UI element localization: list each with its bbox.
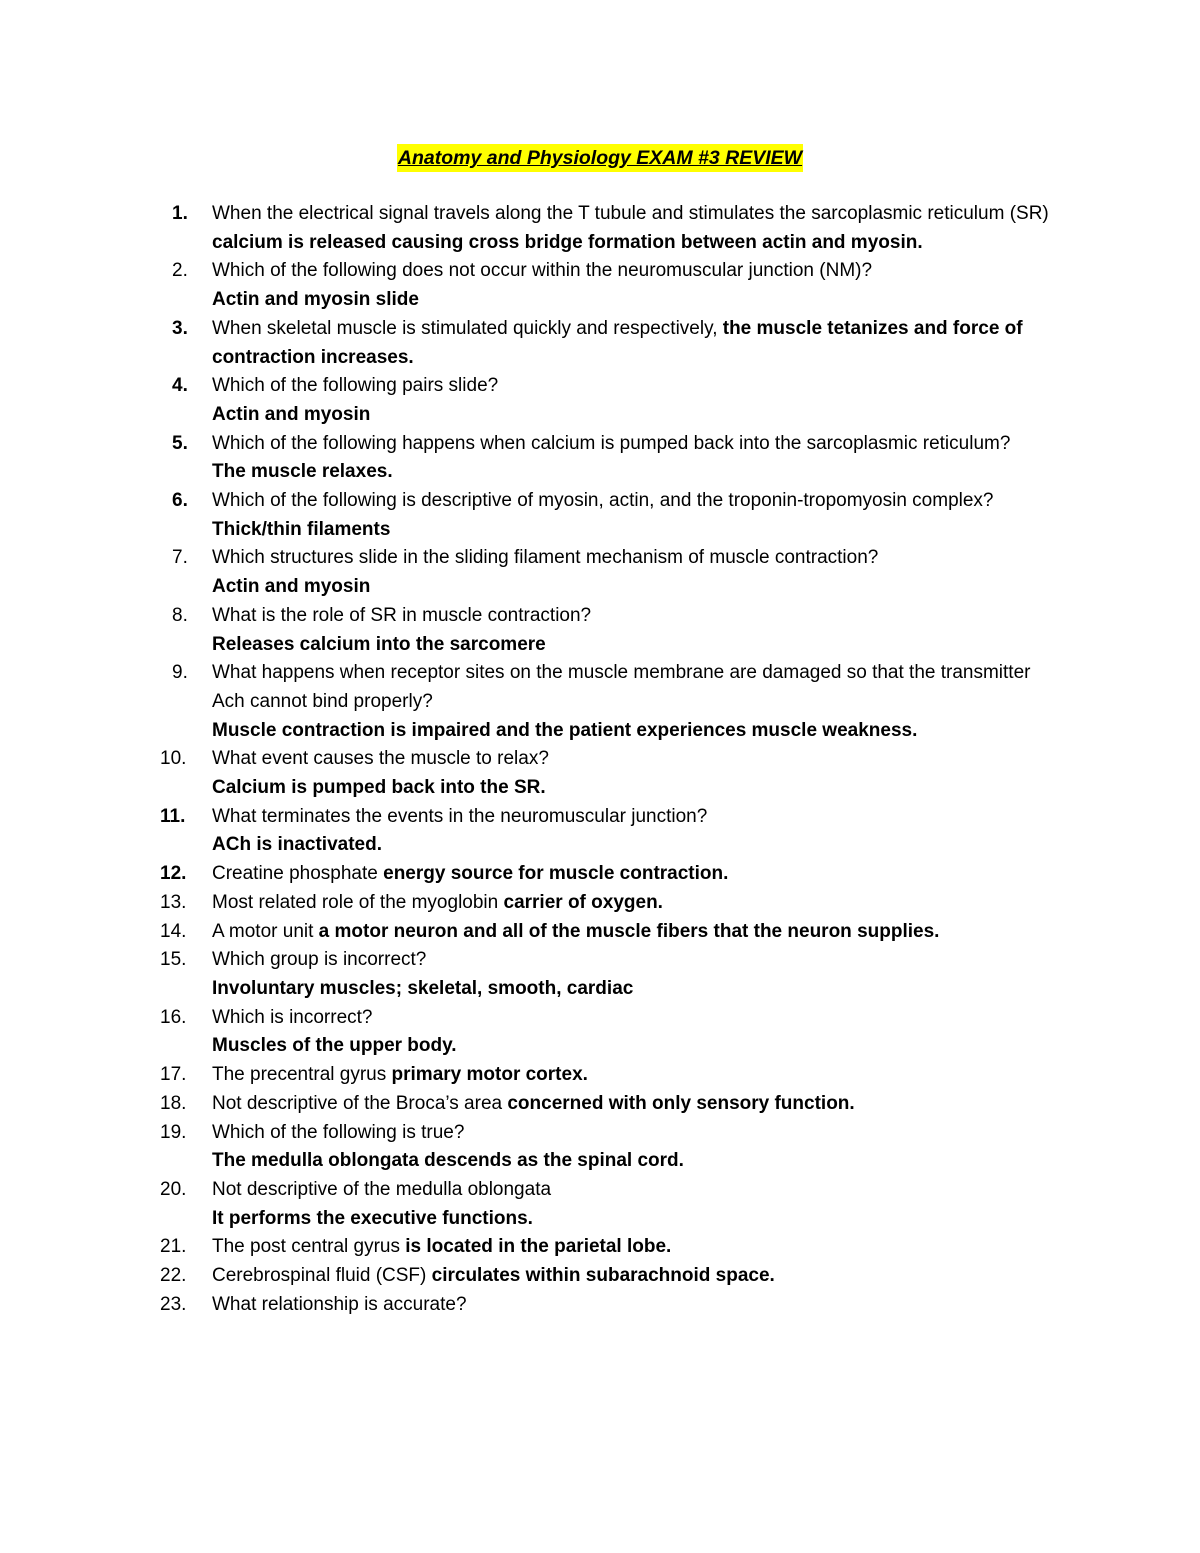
question-item — [160, 200, 1050, 257]
question-number: 16. — [160, 1006, 187, 1028]
question-item — [160, 372, 1050, 429]
question-number: 19. — [160, 1121, 187, 1143]
question-text: The precentral gyrus — [212, 1064, 392, 1086]
question-text-block — [212, 200, 1050, 257]
question-item — [160, 315, 1050, 372]
question-number: 15. — [160, 949, 187, 971]
question-item — [160, 1090, 1050, 1119]
question-number: 11. — [160, 805, 186, 827]
answer-inline: calcium is released causing cross bridge formation between actin and myosin. — [212, 231, 923, 253]
question-text: Most related role of the myoglobin — [212, 891, 504, 913]
question-number: 4. — [172, 375, 188, 397]
question-number: 13. — [160, 891, 187, 913]
question-text: Which group is incorrect? — [212, 949, 427, 971]
question-text-block — [212, 602, 1050, 631]
question-number: 23. — [160, 1293, 187, 1315]
question-text: Not descriptive of the Broca’s area — [212, 1092, 508, 1114]
answer-line: Muscle contraction is impaired and the patient experiences muscle weakness. — [212, 719, 918, 741]
question-text-block — [212, 1090, 1050, 1119]
question-text-block — [212, 1291, 1050, 1320]
question-item — [160, 659, 1050, 745]
question-number: 20. — [160, 1178, 187, 1200]
question-number: 14. — [160, 920, 187, 942]
question-item — [160, 430, 1050, 487]
answer-inline: energy source for muscle contraction. — [383, 863, 729, 885]
question-text-block — [212, 860, 1050, 889]
question-text: Creatine phosphate — [212, 863, 384, 885]
question-text: A motor unit — [212, 920, 319, 942]
question-item — [160, 487, 1050, 544]
answer-inline: carrier of oxygen. — [503, 891, 663, 913]
question-text-block — [212, 659, 1050, 716]
answer-inline: concerned with only sensory function. — [507, 1092, 855, 1114]
document-title: Anatomy and Physiology EXAM #3 REVIEW — [397, 144, 803, 172]
answer-inline: the muscle tetanizes and force of contraction increases. — [212, 317, 1023, 368]
question-list — [160, 200, 1050, 1319]
question-number: 5. — [172, 432, 188, 454]
question-text-block — [212, 946, 1050, 975]
question-text-block — [212, 1119, 1050, 1148]
answer-inline: a motor neuron and all of the muscle fibers that the neuron supplies. — [318, 920, 940, 942]
question-text-block — [212, 1061, 1050, 1090]
question-item — [160, 257, 1050, 314]
answer-inline: is located in the parietal lobe. — [405, 1236, 672, 1258]
question-text-block — [212, 889, 1050, 918]
question-text-block — [212, 487, 1050, 516]
question-number: 3. — [172, 317, 188, 339]
question-text: Which of the following pairs slide? — [212, 375, 499, 397]
answer-line: Actin and myosin — [212, 576, 371, 598]
question-number: 8. — [172, 604, 188, 626]
question-number: 2. — [172, 260, 188, 282]
question-item — [160, 602, 1050, 659]
question-item — [160, 946, 1050, 1003]
question-number: 6. — [172, 490, 188, 512]
question-text: What relationship is accurate? — [212, 1293, 467, 1315]
question-item — [160, 544, 1050, 601]
answer-line: ACh is inactivated. — [212, 834, 382, 856]
question-text-block — [212, 430, 1050, 459]
answer-line: The medulla oblongata descends as the spinal cord. — [212, 1150, 684, 1172]
question-text-block — [212, 315, 1050, 372]
question-text-block — [212, 544, 1050, 573]
question-item — [160, 1061, 1050, 1090]
question-text: Which of the following is true? — [212, 1121, 465, 1143]
question-text-block — [212, 745, 1050, 774]
question-item — [160, 803, 1050, 860]
answer-line: Calcium is pumped back into the SR. — [212, 777, 546, 799]
question-number: 18. — [160, 1092, 187, 1114]
question-item — [160, 1262, 1050, 1291]
question-number: 21. — [160, 1236, 187, 1258]
question-text: Which is incorrect? — [212, 1006, 373, 1028]
question-text: When the electrical signal travels along the T tubule and stimulates the sarcoplasmic reticulum (SR) — [212, 203, 1049, 224]
question-text: Which structures slide in the sliding filament mechanism of muscle contraction? — [212, 547, 879, 569]
question-number: 7. — [172, 547, 188, 569]
question-number: 9. — [172, 662, 188, 684]
question-item — [160, 889, 1050, 918]
question-text: Which of the following is descriptive of myosin, actin, and the troponin-tropomyosin complex? — [212, 490, 994, 512]
answer-line: It performs the executive functions. — [212, 1207, 533, 1229]
answer-line: Actin and myosin slide — [212, 289, 419, 311]
question-text-block — [212, 1176, 1050, 1205]
question-text: What terminates the events in the neuromuscular junction? — [212, 805, 708, 827]
answer-inline: circulates within subarachnoid space. — [431, 1265, 775, 1287]
answer-line: Releases calcium into the sarcomere — [212, 633, 546, 655]
question-number: 22. — [160, 1265, 187, 1287]
answer-line: Actin and myosin — [212, 403, 371, 425]
question-text-block — [212, 1262, 1050, 1291]
answer-line: The muscle relaxes. — [212, 461, 393, 483]
answer-inline: primary motor cortex. — [391, 1064, 588, 1086]
answer-line: Involuntary muscles; skeletal, smooth, cardiac — [212, 977, 634, 999]
question-text: Not descriptive of the medulla oblongata — [212, 1178, 552, 1200]
question-item — [160, 1233, 1050, 1262]
question-text-block — [212, 257, 1050, 286]
question-number: 12. — [160, 863, 187, 885]
question-text: Cerebrospinal fluid (CSF) — [212, 1265, 432, 1287]
question-item — [160, 1004, 1050, 1061]
question-text-block — [212, 1004, 1050, 1033]
answer-line: Muscles of the upper body. — [212, 1035, 457, 1057]
question-item — [160, 918, 1050, 947]
question-text: Which of the following does not occur within the neuromuscular junction (NM)? — [212, 260, 873, 282]
question-text-block — [212, 372, 1050, 401]
question-text: What is the role of SR in muscle contraction? — [212, 604, 592, 626]
question-item — [160, 1119, 1050, 1176]
question-text: What event causes the muscle to relax? — [212, 748, 549, 770]
question-text: Which of the following happens when calcium is pumped back into the sarcoplasmic reticulum? — [212, 432, 1011, 454]
question-number: 17. — [160, 1064, 187, 1086]
question-item — [160, 1291, 1050, 1320]
question-item — [160, 745, 1050, 802]
question-number: 1. — [172, 203, 188, 224]
answer-line: Thick/thin filaments — [212, 518, 391, 540]
question-text-block — [212, 1233, 1050, 1262]
question-text: When skeletal muscle is stimulated quickly and respectively, — [212, 317, 723, 339]
question-text-block — [212, 918, 1050, 947]
question-text-block — [212, 803, 1050, 832]
title-wrap — [0, 144, 1200, 172]
question-item — [160, 860, 1050, 889]
question-item — [160, 1176, 1050, 1233]
question-text: The post central gyrus — [212, 1236, 406, 1258]
question-text: What happens when receptor sites on the muscle membrane are damaged so that the transmitter Ach cannot bind properly? — [212, 662, 1031, 712]
question-number: 10. — [160, 748, 187, 770]
